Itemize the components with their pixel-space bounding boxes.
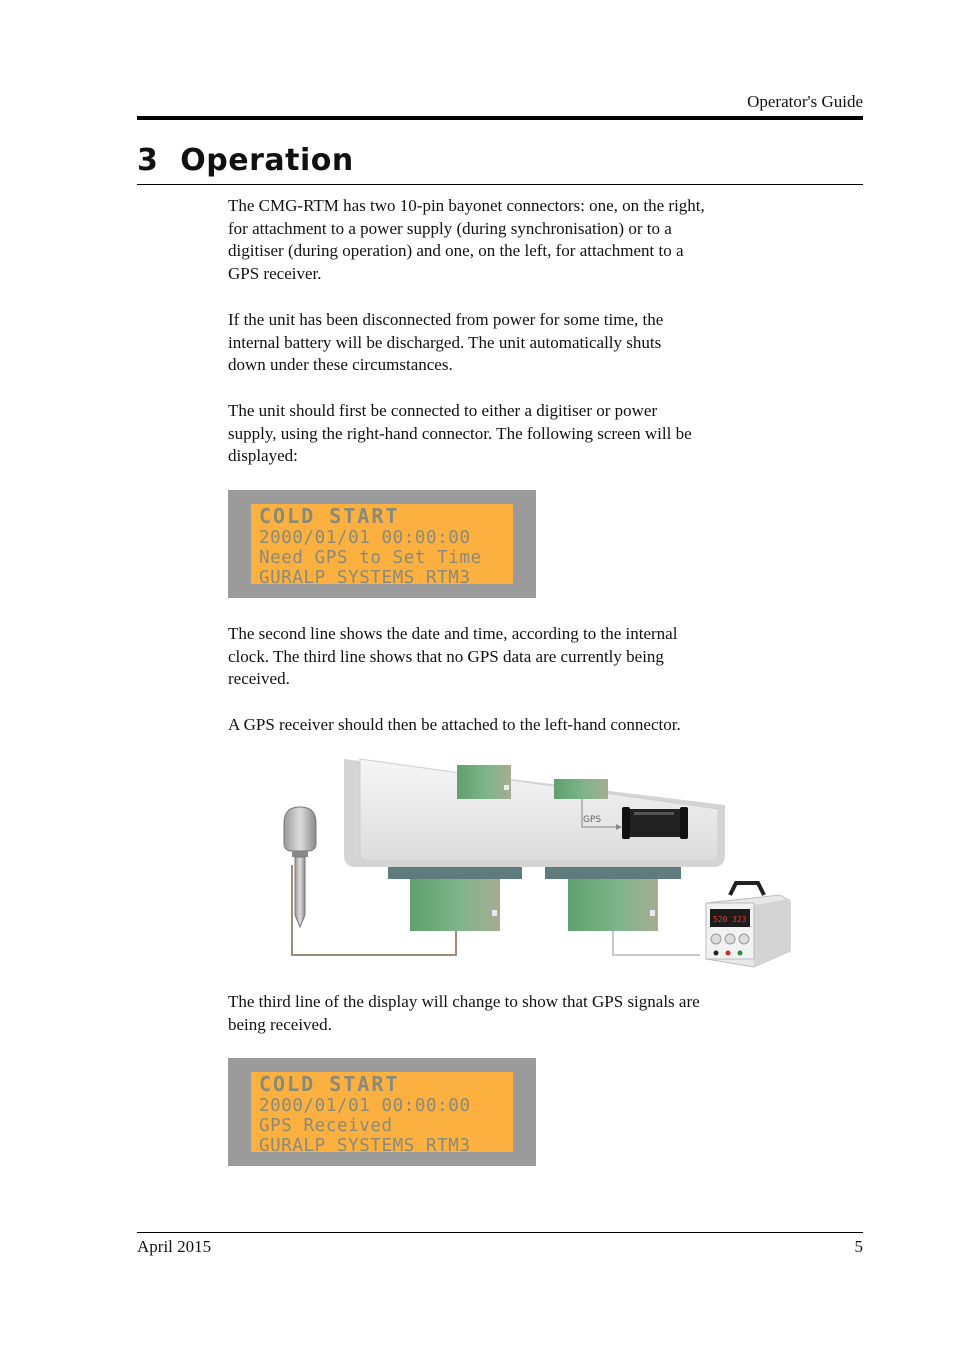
text-line: down under these circumstances. [228,355,453,375]
top-connector-left [457,765,511,799]
text-line: digitiser (during operation) and one, on the left, for attachment to a [228,241,684,261]
paragraph-connectors [228,195,844,286]
gps-antenna-icon [284,807,316,927]
gps-receiver-icon [622,807,688,839]
running-header: Operator's Guide [747,92,863,111]
psu-readout-current: 323 [732,915,747,924]
screw-icon [504,785,509,790]
bottom-connector-left [388,867,522,931]
text-line: GPS receiver. [228,264,322,284]
text-line: The third line of the display will change to show that GPS signals are [228,992,700,1011]
screw-icon [650,910,655,916]
paragraph-attach-gps [228,714,844,737]
lcd-line-4: GURALP SYSTEMS RTM3 [259,568,471,588]
text-line: The unit should first be connected to either a digitiser or power [228,401,658,420]
text-line: clock. The third line shows that no GPS data are currently being [228,646,664,666]
paragraph-second-line [228,623,844,691]
lcd-display-gps-received [228,1058,536,1166]
lcd-line-1: COLD START [259,1072,400,1096]
text-line: A GPS receiver should then be attached to the left-hand connector. [228,715,681,734]
chapter-heading [137,143,354,178]
lcd-line-2: 2000/01/01 00:00:00 [259,1096,471,1116]
lcd-display-need-gps [228,490,536,598]
psu-readout-voltage: 520 [713,915,728,924]
text-line: supply, using the right-hand connector. The following screen will be [228,423,692,443]
paragraph-third-line-change [228,991,844,1036]
power-supply-icon [706,883,790,967]
text-line: for attachment to a power supply (during synchronisation) or to a [228,218,672,238]
power-cable [613,931,700,955]
lcd-line-3: Need GPS to Set Time [259,548,482,568]
lcd-line-1: COLD START [259,504,400,528]
lcd-line-3: GPS Received [259,1116,393,1136]
lcd-screen [251,504,513,588]
text-line: displayed: [228,446,298,466]
rtm-unit [344,759,725,867]
lcd-screen [251,1072,513,1156]
footer-date: April 2015 [137,1237,212,1256]
text-line: received. [228,669,290,689]
lcd-line-2: 2000/01/01 00:00:00 [259,528,471,548]
text-line: If the unit has been disconnected from power for some time, the [228,310,664,329]
text-line: internal battery will be discharged. The unit automatically shuts [228,332,662,352]
chapter-title: Operation [180,143,354,178]
paragraph-battery [228,309,844,377]
page-number: 5 [854,1237,863,1256]
gps-label: GPS [583,815,602,825]
top-connector-right [554,779,608,799]
connection-diagram [270,755,800,975]
footer-rule [137,1232,863,1233]
text-line: being received. [228,1014,332,1034]
chapter-number: 3 [137,143,159,178]
bottom-connector-right [545,867,681,931]
lcd-line-4: GURALP SYSTEMS RTM3 [259,1136,471,1156]
text-line: The CMG-RTM has two 10-pin bayonet connectors: one, on the right, [228,196,705,215]
paragraph-first-connection [228,400,844,468]
text-line: The second line shows the date and time, according to the internal [228,624,678,643]
header-rule [137,116,863,120]
screw-icon [492,910,497,916]
chapter-rule [137,184,863,185]
